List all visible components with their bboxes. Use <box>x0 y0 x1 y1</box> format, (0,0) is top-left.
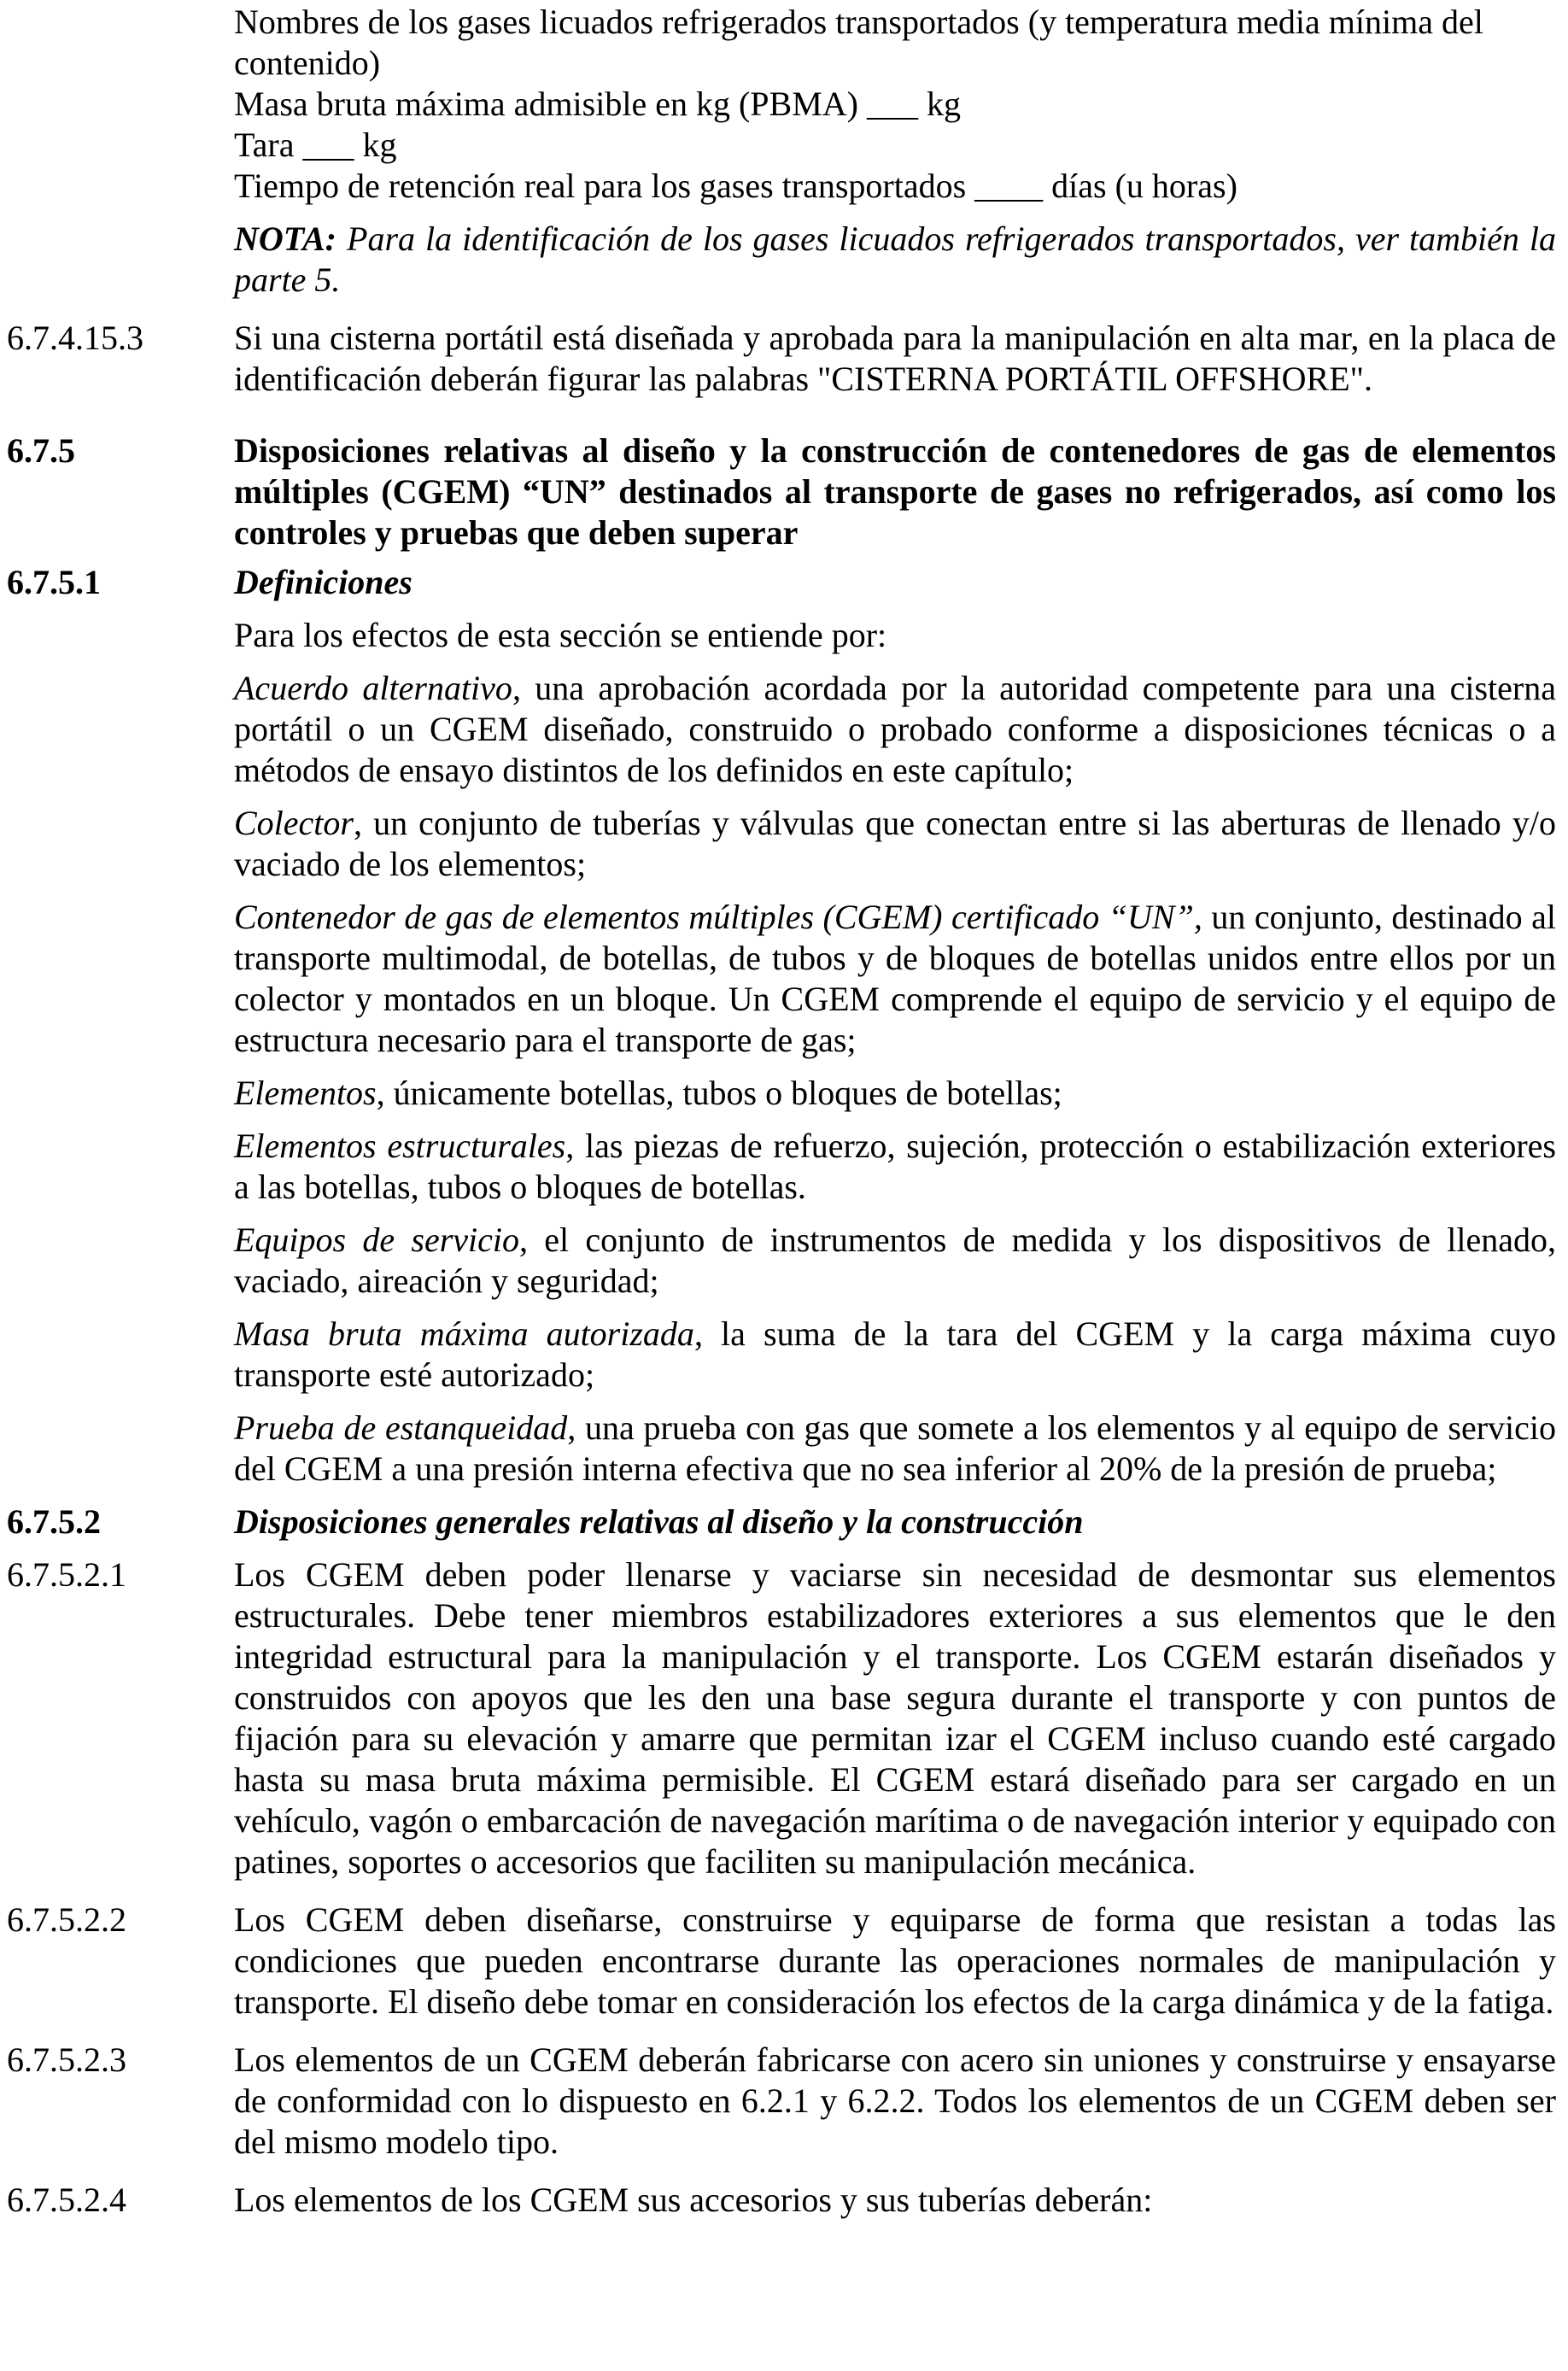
definition-text: , la suma de la tara del CGEM y la carga máxima cuyo transporte esté autorizado; <box>234 1314 1556 1394</box>
plate-fields-block <box>0 2 1556 301</box>
section-text: Los CGEM deben poder llenarse y vaciarse sin necesidad de desmontar sus elementos estructurales. Debe tener miembros estabilizadores exteriores a sus elementos que le den integridad estructural para la manipulación y el transporte. Los CGEM estarán diseñados y construidos con apoyos que les den una base segura durante el transporte y con puntos de fijación para su elevación y amarre que permitan izar el CGEM incluso cuando esté cargado hasta su masa bruta máxima permisible. El CGEM estará diseñado para ser cargado en un vehículo, vagón o embarcación de navegación marítima o de navegación interior y equipado con patines, soportes o accesorios que faciliten su manipulación mecánica. <box>234 1555 1556 1881</box>
section-number: 6.7.5.2 <box>7 1502 101 1541</box>
definition-term: Prueba de estanqueidad <box>234 1408 568 1447</box>
section-text: Los elementos de los CGEM sus accesorios y sus tuberías deberán: <box>234 2181 1153 2219</box>
definition-elementos-estructurales <box>234 1126 1556 1208</box>
section-6-7-5-2-2 <box>0 1900 1556 2023</box>
definition-term: Elementos estructurales <box>234 1127 566 1165</box>
section-title: Disposiciones generales relativas al diseño y la construcción <box>234 1502 1084 1541</box>
plate-field-gas-names: Nombres de los gases licuados refrigerados transportados (y temperatura media mínima del contenido) <box>234 3 1483 82</box>
section-number: 6.7.5.2.4 <box>7 2181 126 2219</box>
section-6-7-5-2-3 <box>0 2040 1556 2163</box>
section-number: 6.7.5.2.3 <box>7 2040 126 2079</box>
definitions-intro: Para los efectos de esta sección se entiende por: <box>234 616 887 654</box>
plate-field-max-gross-mass: Masa bruta máxima admisible en kg (PBMA) ___ kg <box>234 85 961 123</box>
definition-prueba-de-estanqueidad <box>234 1408 1556 1490</box>
note-text: Para la identificación de los gases licuados refrigerados transportados, ver también la parte 5. <box>234 220 1557 299</box>
definition-text: , únicamente botellas, tubos o bloques de botellas; <box>376 1074 1062 1112</box>
definition-equipos-de-servicio <box>234 1220 1556 1302</box>
note-label: NOTA: <box>234 220 336 258</box>
section-number: 6.7.5 <box>7 431 75 470</box>
definition-text: , el conjunto de instrumentos de medida y los dispositivos de llenado, vaciado, aireación y seguridad; <box>234 1221 1556 1300</box>
section-number: 6.7.5.2.1 <box>7 1555 126 1594</box>
section-6-7-4-15-3 <box>0 318 1556 400</box>
definition-text: , un conjunto de tuberías y válvulas que conectan entre si las aberturas de llenado y/o vaciado de los elementos; <box>234 804 1556 883</box>
section-6-7-5 <box>0 430 1556 553</box>
section-text: Los CGEM deben diseñarse, construirse y equiparse de forma que resistan a todas las condiciones que pueden encontrarse durante las operaciones normales de manipulación y transporte. El diseño debe tomar en consideración los efectos de la carga dinámica y de la fatiga. <box>234 1900 1556 2021</box>
section-number: 6.7.5.1 <box>7 563 101 601</box>
definition-text: un conjunto, destinado al transporte multimodal, de botellas, de tubos y de bloques de botellas unidos entre ellos por un colector y montados en un bloque. Un CGEM comprende el equipo de servicio y el equipo de estructura necesario para el transporte de gas; <box>234 898 1556 1059</box>
definition-term: Colector <box>234 804 354 842</box>
section-text: Si una cisterna portátil está diseñada y aprobada para la manipulación en alta mar, en la placa de identificación deberán figurar las palabras "CISTERNA PORTÁTIL OFFSHORE". <box>234 319 1556 398</box>
section-6-7-5-2 <box>0 1502 1556 1543</box>
section-number: 6.7.4.15.3 <box>7 319 143 357</box>
definition-term: Contenedor de gas de elementos múltiples (CGEM) certificado “UN”, <box>234 898 1202 936</box>
definition-term: Equipos de servicio <box>234 1221 520 1259</box>
section-6-7-5-2-1 <box>0 1554 1556 1882</box>
section-number: 6.7.5.2.2 <box>7 1900 126 1939</box>
definition-cgem <box>234 897 1556 1061</box>
definition-term: Acuerdo alternativo <box>234 669 512 707</box>
definition-text: , una aprobación acordada por la autoridad competente para una cisterna portátil o un CGEM diseñado, construido o probado conforme a disposiciones técnicas o a métodos de ensayo distintos de los definidos en este capítulo; <box>234 669 1556 789</box>
section-title: Definiciones <box>234 563 412 601</box>
definition-text: , una prueba con gas que somete a los elementos y al equipo de servicio del CGEM a una presión interna efectiva que no sea inferior al 20% de la presión de prueba; <box>234 1408 1556 1488</box>
definition-colector <box>234 803 1556 885</box>
definition-elementos <box>234 1073 1556 1114</box>
definition-masa-bruta-maxima <box>234 1314 1556 1396</box>
section-title: Disposiciones relativas al diseño y la construcción de contenedores de gas de elementos múltiples (CGEM) “UN” destinados al transporte de gases no refrigerados, así como los controles y pruebas que deben superar <box>234 431 1556 552</box>
definition-term: Masa bruta máxima autorizada <box>234 1314 694 1353</box>
definition-text: , las piezas de refuerzo, sujeción, protección o estabilización exteriores a las botellas, tubos o bloques de botellas. <box>234 1127 1556 1206</box>
section-6-7-5-1 <box>0 562 1556 603</box>
section-text: Los elementos de un CGEM deberán fabricarse con acero sin uniones y construirse y ensayarse de conformidad con lo dispuesto en 6.2.1 y 6.2.2. Todos los elementos de un CGEM deben ser del mismo modelo tipo. <box>234 2040 1556 2161</box>
definitions-block <box>0 615 1556 1490</box>
plate-field-tare: Tara ___ kg <box>234 126 397 164</box>
note-paragraph <box>234 219 1556 301</box>
section-6-7-5-2-4 <box>0 2180 1556 2221</box>
definition-acuerdo-alternativo <box>234 668 1556 791</box>
plate-field-holding-time: Tiempo de retención real para los gases transportados ____ días (u horas) <box>234 167 1237 205</box>
definition-term: Elementos <box>234 1074 377 1112</box>
